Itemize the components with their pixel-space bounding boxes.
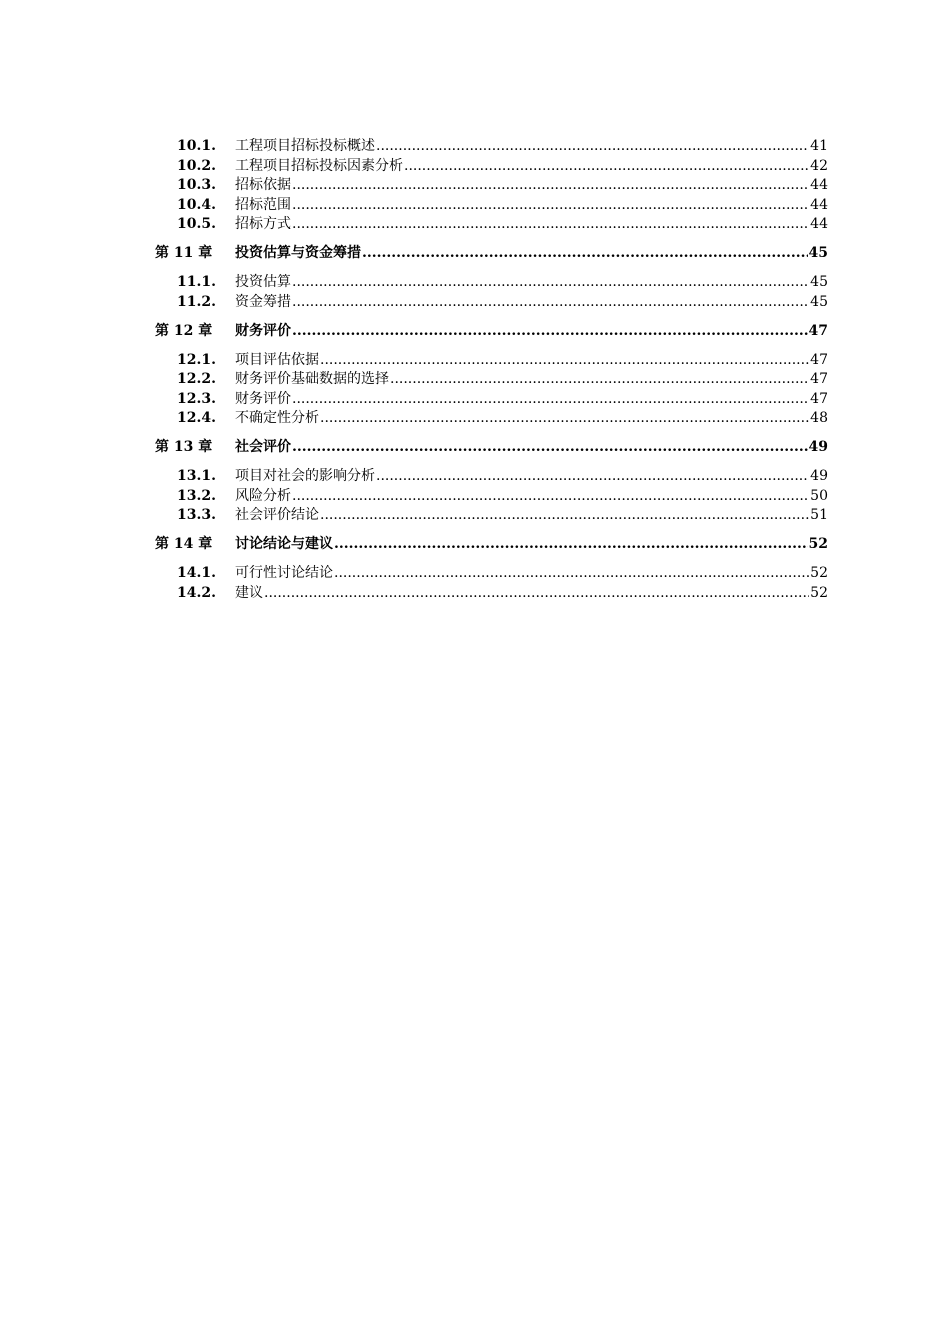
toc-entry-number: 12.2.: [177, 371, 216, 387]
toc-entry-title: 项目评估依据: [235, 351, 319, 368]
toc-entry-number: 第 11 章: [155, 245, 213, 261]
toc-dot-leader: [292, 196, 809, 216]
toc-entry-number: 12.3.: [177, 390, 216, 407]
toc-section-entry[interactable]: [155, 390, 828, 410]
toc-entry-title: 可行性讨论结论: [235, 565, 333, 581]
toc-dot-leader: [334, 564, 809, 584]
toc-dot-leader: [292, 438, 808, 458]
toc-dot-leader: [334, 535, 808, 555]
toc-dot-leader: [292, 390, 809, 410]
toc-entry-page-number: 44: [810, 196, 828, 213]
toc-entry-number: 13.1.: [177, 468, 216, 484]
toc-entry-number: 10.1.: [177, 138, 216, 154]
toc-dot-leader: [376, 137, 809, 157]
toc-entry-number: 第 13 章: [155, 439, 213, 455]
toc-section-entry[interactable]: [155, 564, 828, 584]
toc-entry-number: 第 14 章: [155, 536, 213, 552]
toc-entry-page-number: 52: [808, 536, 828, 552]
toc-entry-page-number: 41: [810, 138, 828, 154]
toc-entry-title: 工程项目招标投标概述: [235, 138, 375, 154]
toc-section-entry[interactable]: [155, 370, 828, 390]
toc-entry-page-number: 48: [810, 410, 828, 426]
toc-section-entry[interactable]: [155, 506, 828, 526]
toc-entry-title: 建议: [235, 584, 263, 601]
toc-entry-page-number: 47: [810, 351, 828, 368]
toc-dot-leader: [292, 293, 809, 313]
toc-chapter-entry[interactable]: [155, 322, 828, 342]
toc-entry-title: 社会评价结论: [235, 507, 319, 523]
toc-section-entry[interactable]: [155, 584, 828, 604]
table-of-contents: [155, 137, 828, 603]
toc-dot-leader: [292, 487, 809, 507]
toc-entry-title: 招标方式: [235, 216, 291, 232]
toc-entry-title: 财务评价基础数据的选择: [235, 371, 389, 387]
toc-entry-title: 财务评价: [235, 390, 291, 407]
toc-entry-page-number: 44: [810, 216, 828, 232]
toc-dot-leader: [404, 157, 809, 177]
toc-entry-title: 招标范围: [235, 196, 291, 213]
toc-section-entry[interactable]: [155, 215, 828, 235]
toc-chapter-entry[interactable]: [155, 438, 828, 458]
toc-dot-leader: [292, 176, 809, 196]
toc-entry-title: 项目对社会的影响分析: [235, 468, 375, 484]
toc-dot-leader: [292, 215, 809, 235]
toc-entry-page-number: 49: [810, 468, 828, 484]
toc-entry-number: 14.1.: [177, 565, 216, 581]
toc-section-entry[interactable]: [155, 409, 828, 429]
toc-entry-number: 10.5.: [177, 216, 216, 232]
toc-entry-page-number: 50: [810, 487, 828, 504]
toc-entry-number: 11.2.: [177, 293, 216, 310]
toc-entry-title: 招标依据: [235, 177, 291, 193]
toc-entry-page-number: 47: [808, 322, 828, 339]
toc-dot-leader: [320, 351, 809, 371]
toc-section-entry[interactable]: [155, 137, 828, 157]
toc-dot-leader: [362, 244, 808, 264]
toc-entry-page-number: 44: [810, 177, 828, 193]
toc-entry-number: 12.4.: [177, 410, 216, 426]
toc-dot-leader: [264, 584, 809, 604]
toc-entry-title: 工程项目招标投标因素分析: [235, 157, 403, 174]
toc-section-entry[interactable]: [155, 351, 828, 371]
toc-section-entry[interactable]: [155, 467, 828, 487]
toc-section-entry[interactable]: [155, 176, 828, 196]
toc-dot-leader: [376, 467, 809, 487]
toc-dot-leader: [320, 409, 809, 429]
toc-entry-number: 10.2.: [177, 157, 216, 174]
toc-entry-page-number: 51: [810, 507, 828, 523]
toc-dot-leader: [320, 506, 809, 526]
toc-entry-title: 风险分析: [235, 487, 291, 504]
toc-entry-title: 投资估算: [235, 274, 291, 290]
toc-dot-leader: [390, 370, 809, 390]
toc-dot-leader: [292, 273, 809, 293]
toc-chapter-entry[interactable]: [155, 535, 828, 555]
toc-entry-number: 10.4.: [177, 196, 216, 213]
toc-entry-title: 资金筹措: [235, 293, 291, 310]
toc-entry-page-number: 49: [808, 439, 828, 455]
toc-entry-page-number: 45: [808, 245, 828, 261]
toc-section-entry[interactable]: [155, 157, 828, 177]
toc-entry-page-number: 47: [810, 371, 828, 387]
toc-entry-page-number: 52: [810, 565, 828, 581]
toc-entry-title: 社会评价: [235, 439, 291, 455]
toc-entry-page-number: 45: [810, 293, 828, 310]
toc-entry-title: 不确定性分析: [235, 410, 319, 426]
toc-section-entry[interactable]: [155, 273, 828, 293]
toc-section-entry[interactable]: [155, 196, 828, 216]
toc-entry-number: 13.3.: [177, 507, 216, 523]
toc-entry-title: 投资估算与资金筹措: [235, 245, 361, 261]
toc-entry-number: 第 12 章: [155, 322, 213, 339]
toc-entry-number: 14.2.: [177, 584, 216, 601]
toc-entry-page-number: 47: [810, 390, 828, 407]
toc-entry-number: 11.1.: [177, 274, 216, 290]
toc-entry-title: 讨论结论与建议: [235, 536, 333, 552]
toc-entry-number: 10.3.: [177, 177, 216, 193]
toc-section-entry[interactable]: [155, 293, 828, 313]
toc-dot-leader: [292, 322, 808, 342]
toc-section-entry[interactable]: [155, 487, 828, 507]
toc-entry-page-number: 52: [810, 584, 828, 601]
toc-entry-title: 财务评价: [235, 322, 291, 339]
toc-chapter-entry[interactable]: [155, 244, 828, 264]
toc-entry-number: 12.1.: [177, 351, 216, 368]
toc-entry-number: 13.2.: [177, 487, 216, 504]
toc-entry-page-number: 42: [810, 157, 828, 174]
toc-entry-page-number: 45: [810, 274, 828, 290]
